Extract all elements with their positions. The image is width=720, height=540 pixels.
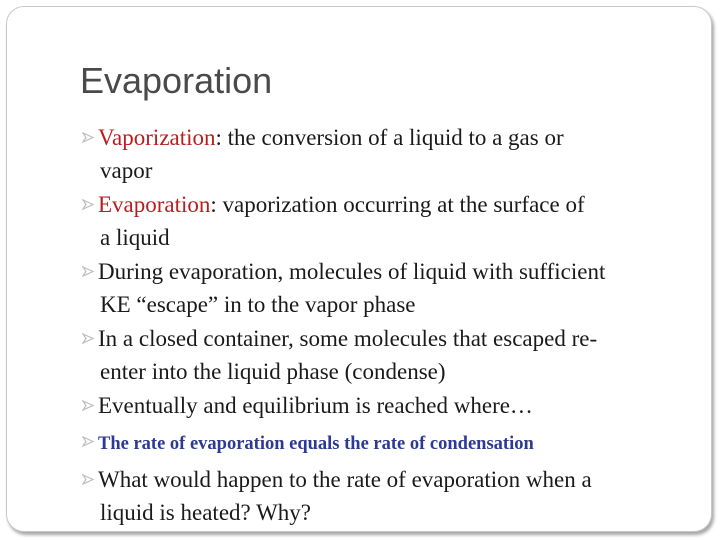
bullet-marker-icon	[82, 198, 95, 211]
bullet-item-rate-equality	[82, 425, 682, 461]
term-vaporization: Vaporization	[98, 125, 216, 150]
bullet-text: : the conversion of a liquid to a gas or	[215, 125, 564, 150]
term-evaporation: Evaporation	[98, 192, 211, 217]
bullet-marker-icon	[82, 473, 95, 486]
bullet-item-vaporization	[82, 121, 682, 187]
slide-title: Evaporation	[80, 60, 273, 101]
bullet-continuation: vapor	[100, 158, 153, 183]
bullet-continuation: a liquid	[100, 225, 170, 250]
bullet-text: : vaporization occurring at the surface of	[210, 192, 585, 217]
bullet-item-heated-question	[82, 463, 682, 529]
bullet-item-during-evaporation	[82, 255, 682, 321]
bullet-continuation: KE “escape” in to the vapor phase	[100, 292, 416, 317]
bullet-continuation: liquid is heated? Why?	[100, 500, 311, 525]
bullet-marker-icon	[82, 332, 95, 345]
bullet-text: During evaporation, molecules of liquid with sufficient	[98, 259, 606, 284]
bullet-text: What would happen to the rate of evaporation when a	[98, 467, 592, 492]
bullet-text: Eventually and equilibrium is reached where…	[98, 393, 533, 418]
bullet-continuation: enter into the liquid phase (condense)	[100, 359, 446, 384]
bullet-text-highlight: The rate of evaporation equals the rate of condensation	[98, 434, 534, 454]
bullet-marker-icon	[82, 399, 95, 412]
bullet-marker-icon	[82, 265, 95, 278]
bullet-marker-icon	[82, 131, 95, 144]
bullet-marker-icon	[82, 435, 95, 448]
bullet-item-equilibrium	[82, 389, 682, 422]
bullet-item-evaporation	[82, 188, 682, 254]
bullet-item-closed-container	[82, 322, 682, 388]
bullet-text: In a closed container, some molecules that escaped re-	[98, 326, 598, 351]
